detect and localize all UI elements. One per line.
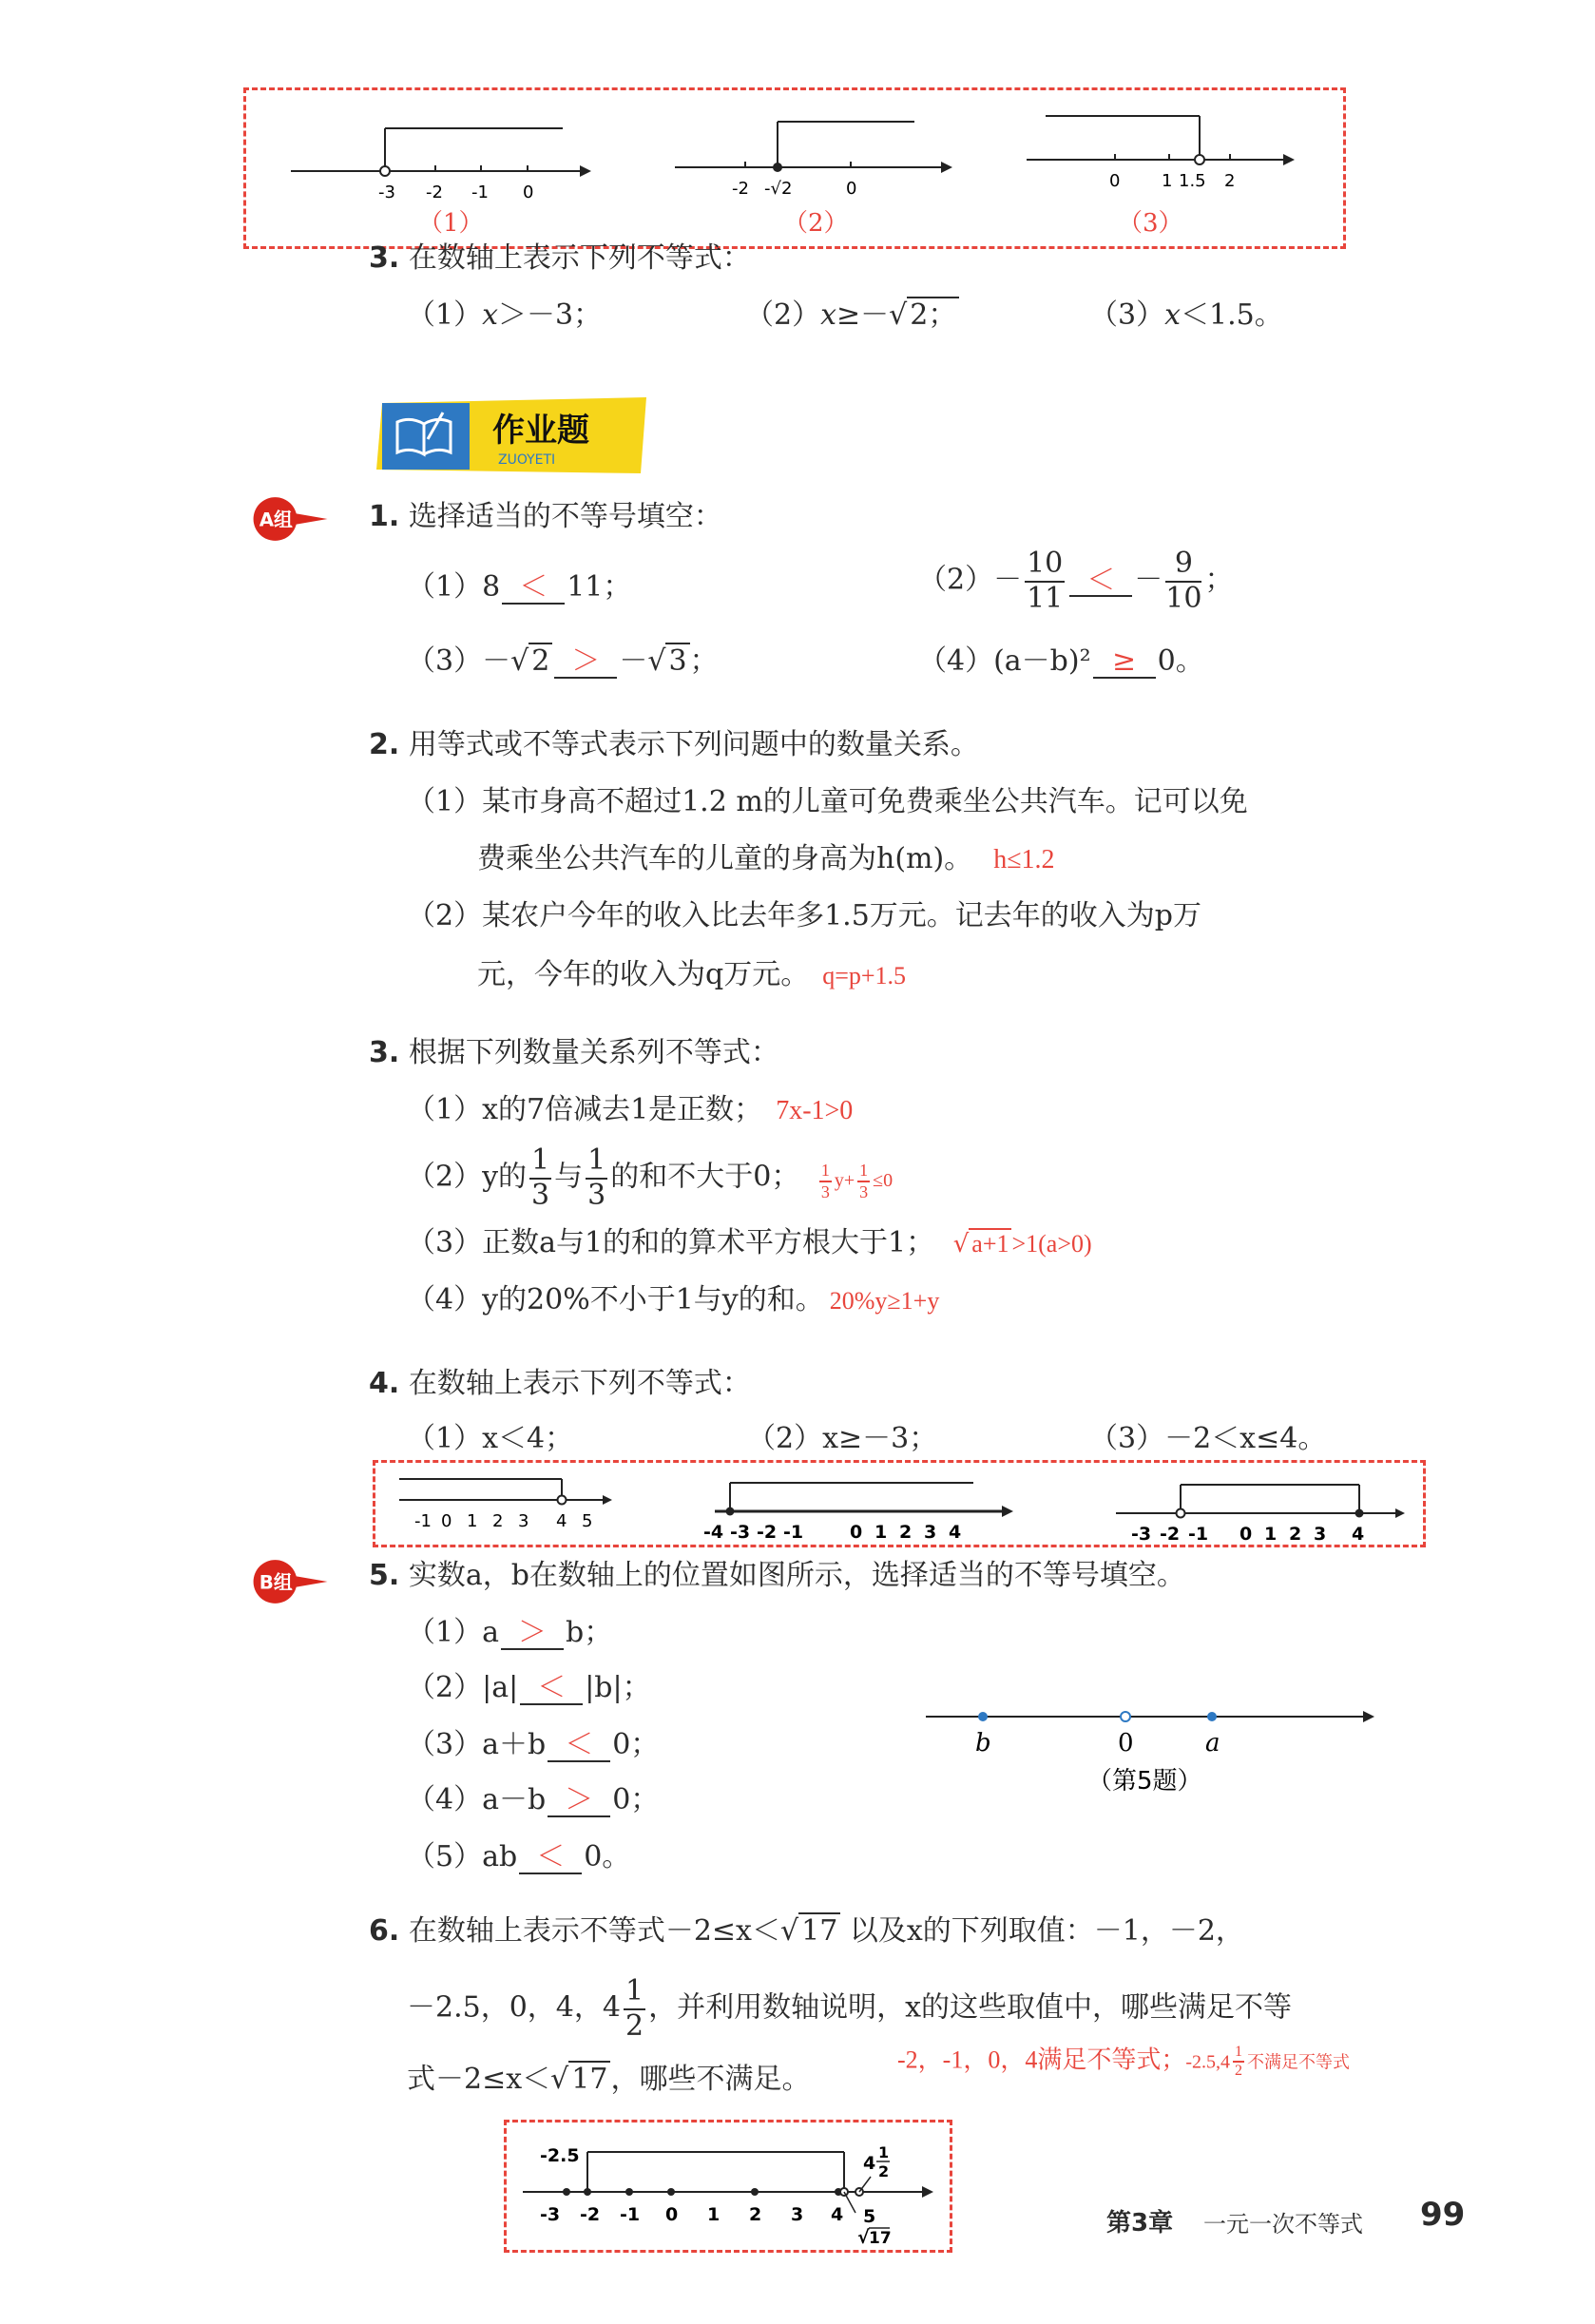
q6-line-2: －2.5，0，4，4 $\frac{1}{2}$ ，并利用数轴说明，x的这些取值中，哪些满足不等: [407, 1974, 1292, 2043]
axis-3: [1027, 116, 1295, 191]
axis3-tick: 0: [1109, 171, 1121, 191]
svg-text:0: 0: [850, 1522, 863, 1543]
axis2-tick: -√2: [764, 179, 793, 199]
svg-text:-1: -1: [1188, 1524, 1209, 1545]
svg-text:1: 1: [878, 2143, 890, 2161]
homework-section-header: [376, 397, 646, 473]
q6-line-1: 6. 在数轴上表示不等式－2≤x＜√ 17 以及x的下列取值：－1，－2，: [369, 1914, 1244, 1948]
q4-part-3: （3）－2＜x≤4。: [1089, 1422, 1327, 1455]
point-b: [978, 1712, 988, 1721]
handwritten-answer: √ a+1 >1(a>0): [952, 1230, 1092, 1258]
page-number: 99: [1420, 2196, 1466, 2234]
q1-part-2: （2）－ $\frac{10}{11}$ ＜ － $\frac{9}{10}$ ；: [918, 547, 1234, 615]
q4-number-lines: [384, 1464, 1420, 1546]
q4-axis-3: [1116, 1485, 1405, 1545]
svg-text:0: 0: [1239, 1524, 1253, 1545]
svg-text:-2: -2: [580, 2204, 601, 2225]
answer-blank: ＜: [520, 1673, 583, 1705]
q5-part-5: （5）ab ＜ 0。: [407, 1840, 631, 1873]
axis1-tick: -2: [426, 182, 443, 202]
svg-text:b: b: [975, 1729, 991, 1757]
q2-part-2-line1: （2）某农户今年的收入比去年多1.5万元。记去年的收入为p万: [407, 899, 1202, 932]
group-b-badge: [249, 1551, 329, 1612]
axis1-tick: -3: [378, 182, 395, 202]
svg-text:0: 0: [665, 2204, 679, 2225]
q1-part-3: （3）－√ 2 ＞ －√ 3 ；: [407, 644, 719, 678]
svg-text:4: 4: [863, 2153, 876, 2174]
fig-label-2: （2）: [783, 209, 849, 238]
axis-2: [675, 122, 952, 199]
question-number: 1.: [369, 500, 400, 533]
svg-text:-1: -1: [620, 2204, 641, 2225]
q2-part-2-line2: 元，今年的收入为q万元。 q=p+1.5: [477, 958, 907, 991]
handwritten-answer: 7x-1>0: [776, 1096, 854, 1125]
sqrt-radicand: 2；: [907, 297, 959, 332]
q4-part-1: （1）x＜4；: [407, 1422, 574, 1455]
q4-axis-1: [399, 1479, 612, 1531]
section-title: 作业题: [492, 412, 589, 450]
svg-text:-3: -3: [730, 1522, 751, 1543]
q3-part-3: （3）正数a与1的和的算术平方根大于1； √ a+1 >1(a>0): [407, 1226, 1092, 1259]
figure-caption: （第5题）: [1087, 1767, 1202, 1796]
svg-text:4: 4: [1352, 1524, 1365, 1545]
q5-part-1: （1）a ＞ b；: [407, 1616, 613, 1649]
svg-text:1: 1: [874, 1522, 888, 1543]
svg-text:2: 2: [749, 2204, 762, 2225]
axis-1: [291, 128, 591, 202]
svg-text:3: 3: [924, 1522, 937, 1543]
svg-text:3: 3: [1314, 1524, 1327, 1545]
part-prefix: （2）𝑥≥－: [745, 298, 890, 332]
answer-blank: ＞: [554, 646, 617, 679]
q4-axis-2: [703, 1483, 1013, 1543]
answer-blank: ＜: [519, 1842, 582, 1874]
svg-text:17: 17: [869, 2229, 892, 2248]
svg-text:1: 1: [467, 1511, 478, 1531]
svg-text:1: 1: [1264, 1524, 1278, 1545]
svg-text:1: 1: [707, 2204, 721, 2225]
answer-blank: ＜: [1069, 566, 1132, 598]
group-a-badge: [249, 489, 329, 549]
fraction: $\frac{10}{11}$: [1027, 547, 1064, 615]
axis1-tick: 0: [523, 182, 534, 202]
fraction: $\frac{9}{10}$: [1165, 547, 1202, 615]
svg-text:2: 2: [1289, 1524, 1302, 1545]
svg-text:4: 4: [831, 2204, 844, 2225]
axis3-tick: 1.5: [1179, 171, 1206, 191]
q2-line: 2. 用等式或不等式表示下列问题中的数量关系。: [369, 728, 979, 761]
q3-part-2: （2）y的 $\frac{1}{3}$ 与 $\frac{1}{3}$ 的和不大于0； $\frac{1}{3}$ y+ $\frac{1}{3}$ ≤0: [407, 1143, 894, 1212]
axis3-tick: 1: [1162, 171, 1173, 191]
svg-text:2: 2: [899, 1522, 913, 1543]
svg-text:3: 3: [791, 2204, 804, 2225]
q4-line: 4. 在数轴上表示下列不等式：: [369, 1367, 751, 1400]
handwritten-answer: $\frac{1}{3}$ y+ $\frac{1}{3}$ ≤0: [820, 1161, 894, 1201]
svg-text:4: 4: [949, 1522, 962, 1543]
answer-blank: ＞: [501, 1618, 564, 1650]
svg-text:√: √: [857, 2227, 870, 2248]
q3-part-1: （1）x的7倍减去1是正数； 7x-1>0: [407, 1093, 854, 1126]
svg-text:-3: -3: [540, 2204, 561, 2225]
axis3-tick: 2: [1224, 171, 1236, 191]
answer-blank: ≥: [1093, 646, 1156, 679]
q1-part-4: （4）(a－b)² ≥ 0。: [918, 644, 1204, 678]
prev-q3-line: [369, 241, 751, 276]
section-subtitle: ZUOYETI: [498, 452, 556, 468]
q3-part-4: （4）y的20%不小于1与y的和。 20%y≥1+y: [407, 1283, 940, 1316]
svg-text:-1: -1: [414, 1511, 432, 1531]
q5-part-2: （2）|a| ＜ |b|；: [407, 1671, 651, 1704]
q5-number-line-figure: [916, 1692, 1392, 1796]
svg-text:5: 5: [582, 1511, 593, 1531]
top-number-lines: [276, 105, 1312, 209]
q3-line: 3. 根据下列数量关系列不等式：: [369, 1036, 779, 1069]
svg-text:-1: -1: [783, 1522, 804, 1543]
prev-q3-part-1: （1）𝑥＞－3；: [407, 298, 603, 332]
axis1-tick: -1: [471, 182, 489, 202]
svg-text:0: 0: [1118, 1729, 1134, 1757]
answer-blank: ＜: [548, 1730, 610, 1762]
answer-blank: ＞: [548, 1785, 610, 1817]
svg-text:2: 2: [492, 1511, 504, 1531]
q2-part-1-line1: （1）某市身高不超过1.2 m的儿童可免费乘坐公共汽车。记可以免: [407, 785, 1248, 818]
svg-text:a: a: [1205, 1729, 1220, 1757]
q6-number-line-figure: [513, 2125, 951, 2249]
axis2-tick: -2: [732, 179, 749, 199]
badge-label: A组: [259, 509, 293, 531]
fig-label-3: （3）: [1118, 209, 1183, 238]
svg-text:2: 2: [878, 2162, 890, 2180]
q4-part-2: （2）x≥－3；: [747, 1422, 938, 1455]
svg-text:4: 4: [556, 1511, 567, 1531]
prev-q3-part-3: （3）𝑥＜1.5。: [1089, 298, 1283, 332]
q1-line: [369, 500, 722, 534]
q5-part-4: （4）a－b ＞ 0；: [407, 1783, 660, 1816]
point-a: [1207, 1712, 1217, 1721]
svg-text:-2: -2: [757, 1522, 778, 1543]
q6-handwritten-answer: -2，-1，0，4满足不等式；-2.5,4 $\frac{1}{2}$ 不满足不等式: [897, 2044, 1350, 2080]
handwritten-answer: 20%y≥1+y: [829, 1287, 940, 1315]
point-0: [1121, 1712, 1130, 1721]
handwritten-answer: q=p+1.5: [822, 962, 907, 989]
svg-text:0: 0: [441, 1511, 452, 1531]
svg-text:3: 3: [518, 1511, 529, 1531]
q5-line: 5. 实数a，b在数轴上的位置如图所示，选择适当的不等号填空。: [369, 1559, 1185, 1592]
fig-label-1: （1）: [418, 209, 484, 238]
q6-line-3: 式－2≤x＜√ 17 ，哪些不满足。: [407, 2063, 811, 2096]
question-number: 3.: [369, 241, 400, 275]
q2-part-1-line2: 费乘坐公共汽车的儿童的身高为h(m)。 h≤1.2: [477, 842, 1055, 875]
answer-blank: ＜: [502, 572, 565, 605]
prev-q3-part-2: [745, 298, 959, 333]
svg-text:-2: -2: [1160, 1524, 1181, 1545]
svg-text:-3: -3: [1131, 1524, 1152, 1545]
question-text: 在数轴上表示下列不等式：: [408, 241, 751, 275]
handwritten-answer: h≤1.2: [993, 845, 1055, 874]
footer-chapter-title: 一元一次不等式: [1203, 2211, 1363, 2238]
badge-label: B组: [259, 1571, 293, 1594]
svg-text:-4: -4: [703, 1522, 724, 1543]
sqrt: √ 2；: [889, 298, 959, 333]
q5-part-3: （3）a＋b ＜ 0；: [407, 1728, 660, 1761]
q1-part-1: （1）8 ＜ 11；: [407, 570, 632, 604]
svg-text:-2.5: -2.5: [540, 2145, 580, 2166]
svg-text:5: 5: [863, 2206, 876, 2227]
footer-chapter: 第3章: [1106, 2209, 1174, 2238]
axis2-tick: 0: [846, 179, 857, 199]
question-text: 选择适当的不等号填空：: [408, 500, 722, 533]
